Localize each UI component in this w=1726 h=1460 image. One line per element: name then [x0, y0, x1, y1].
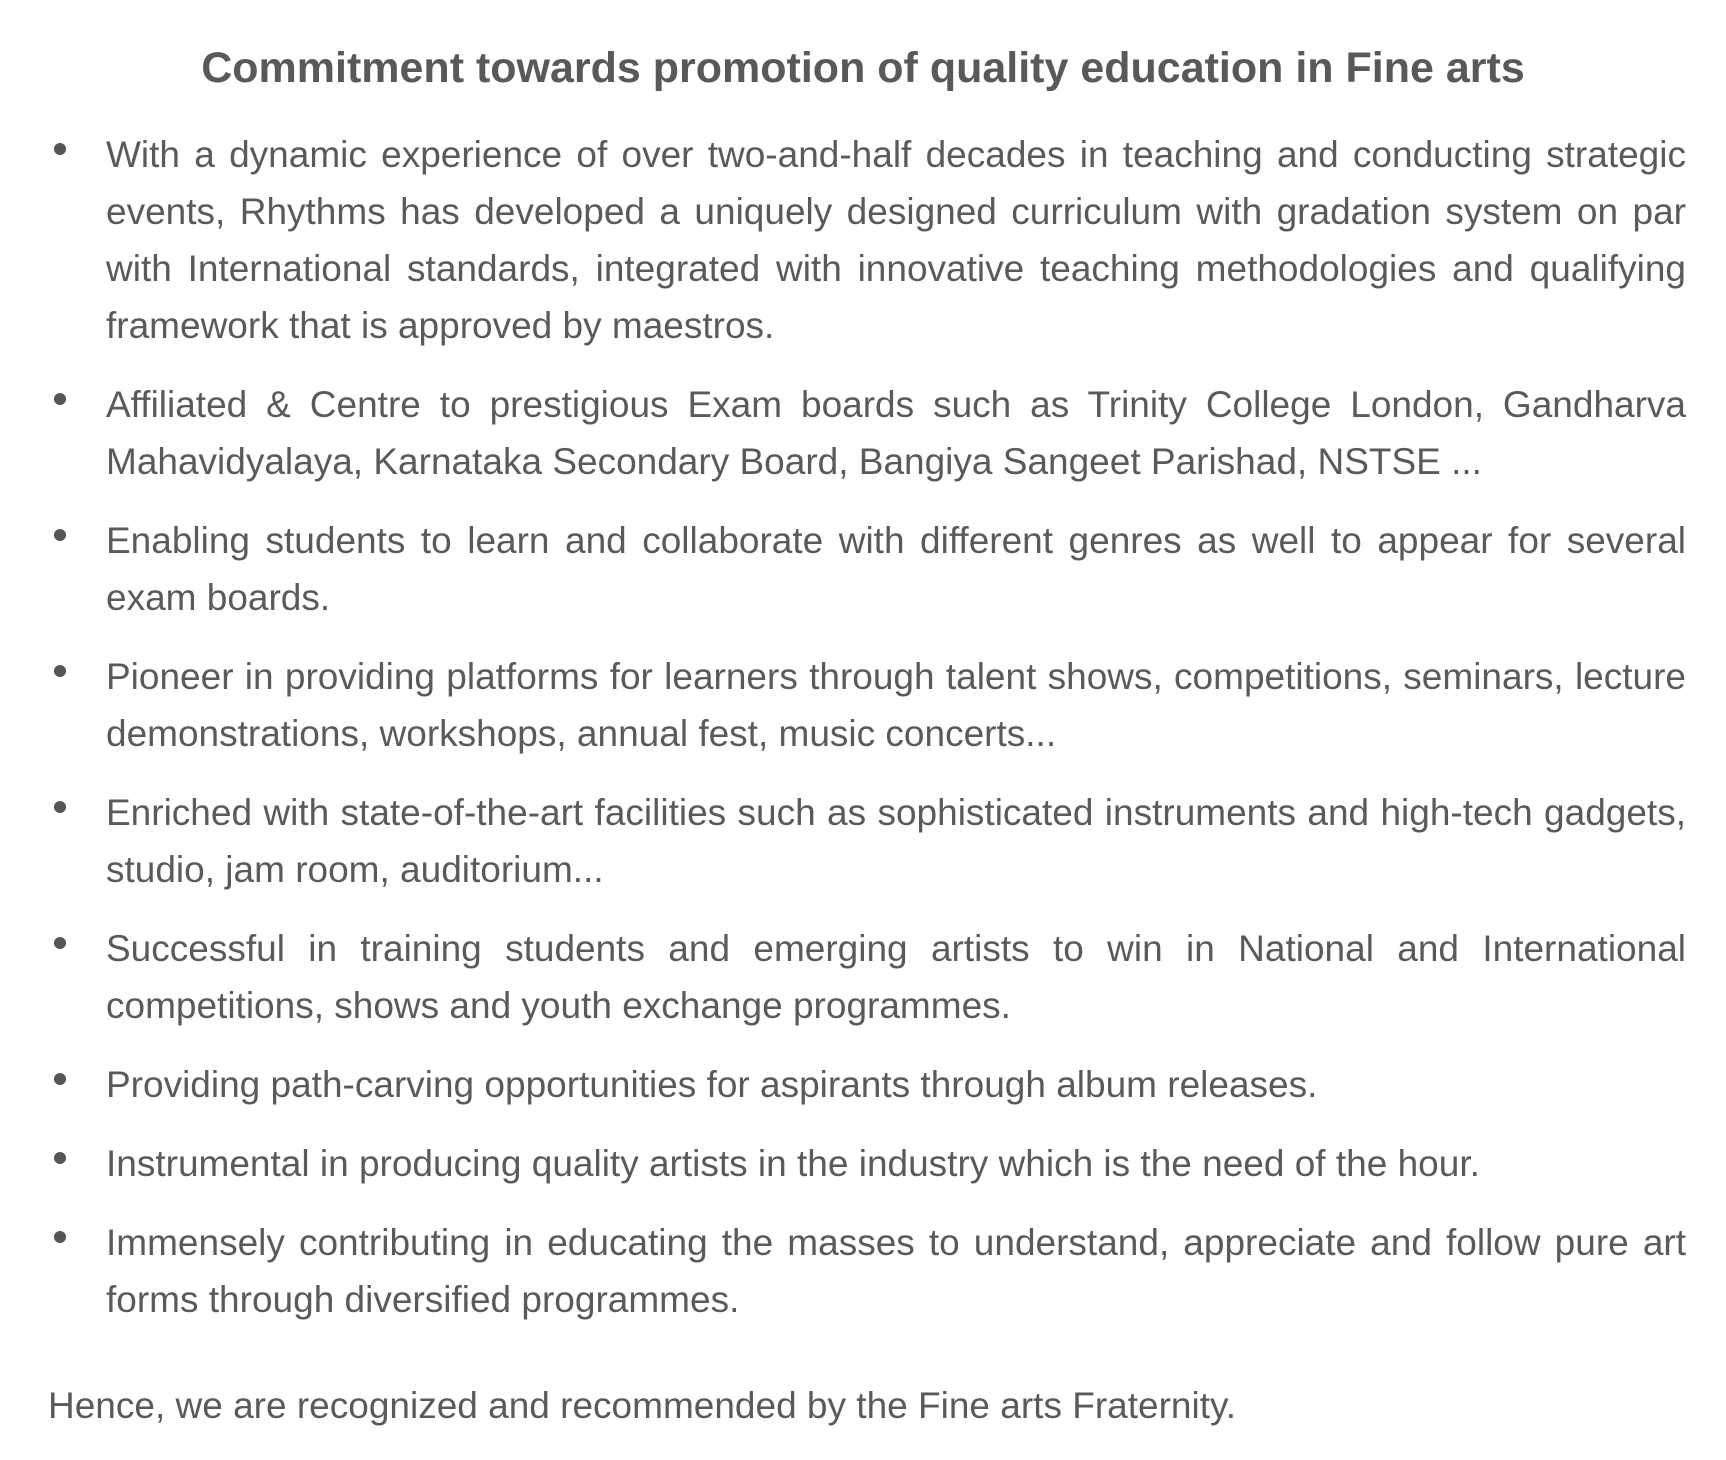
- bullet-icon: [54, 143, 66, 155]
- list-item: [48, 648, 1686, 762]
- list-item: [48, 1135, 1686, 1192]
- list-item-text: Pioneer in providing platforms for learners through talent shows, competitions, seminars, lecture demonstrations, workshops, annual fest, music concerts...: [106, 656, 1686, 754]
- list-item: [48, 784, 1686, 898]
- list-item-text: Enabling students to learn and collaborate with different genres as well to appear for several exam boards.: [106, 520, 1686, 618]
- closing-statement: Hence, we are recognized and recommended by the Fine arts Fraternity.: [48, 1385, 1237, 1426]
- bullet-icon: [54, 937, 66, 949]
- list-item: [48, 920, 1686, 1034]
- bullet-icon: [54, 665, 66, 677]
- list-item: [48, 1214, 1686, 1328]
- bullet-icon: [54, 529, 66, 541]
- bullet-icon: [54, 1152, 66, 1164]
- bullet-icon: [54, 1231, 66, 1243]
- page-title: Commitment towards promotion of quality education in Fine arts: [201, 44, 1525, 92]
- list-item: [48, 376, 1686, 490]
- list-item: [48, 1056, 1686, 1113]
- list-item-text: With a dynamic experience of over two-and-half decades in teaching and conducting strategic events, Rhythms has developed a uniquely designed curriculum with gradation system on par with International standards, integrated with innovative teaching methodologies and qualifying framework that is approved by maestros.: [106, 134, 1686, 346]
- bullet-list: [48, 126, 1686, 1350]
- list-item: [48, 512, 1686, 626]
- list-item-text: Providing path-carving opportunities for aspirants through album releases.: [106, 1064, 1318, 1105]
- list-item-text: Instrumental in producing quality artists in the industry which is the need of the hour.: [106, 1143, 1480, 1184]
- bullet-icon: [54, 801, 66, 813]
- bullet-icon: [54, 1073, 66, 1085]
- list-item-text: Successful in training students and emerging artists to win in National and International competitions, shows and youth exchange programmes.: [106, 928, 1686, 1026]
- list-item-text: Enriched with state-of-the-art facilities such as sophisticated instruments and high-tech gadgets, studio, jam room, auditorium...: [106, 792, 1686, 890]
- list-item-text: Affiliated & Centre to prestigious Exam boards such as Trinity College London, Gandharva Mahavidyalaya, Karnataka Secondary Board, Bangiya Sangeet Parishad, NSTSE ...: [106, 384, 1686, 482]
- bullet-icon: [54, 393, 66, 405]
- list-item-text: Immensely contributing in educating the masses to understand, appreciate and follow pure art forms through diversified programmes.: [106, 1222, 1686, 1320]
- list-item: [48, 126, 1686, 354]
